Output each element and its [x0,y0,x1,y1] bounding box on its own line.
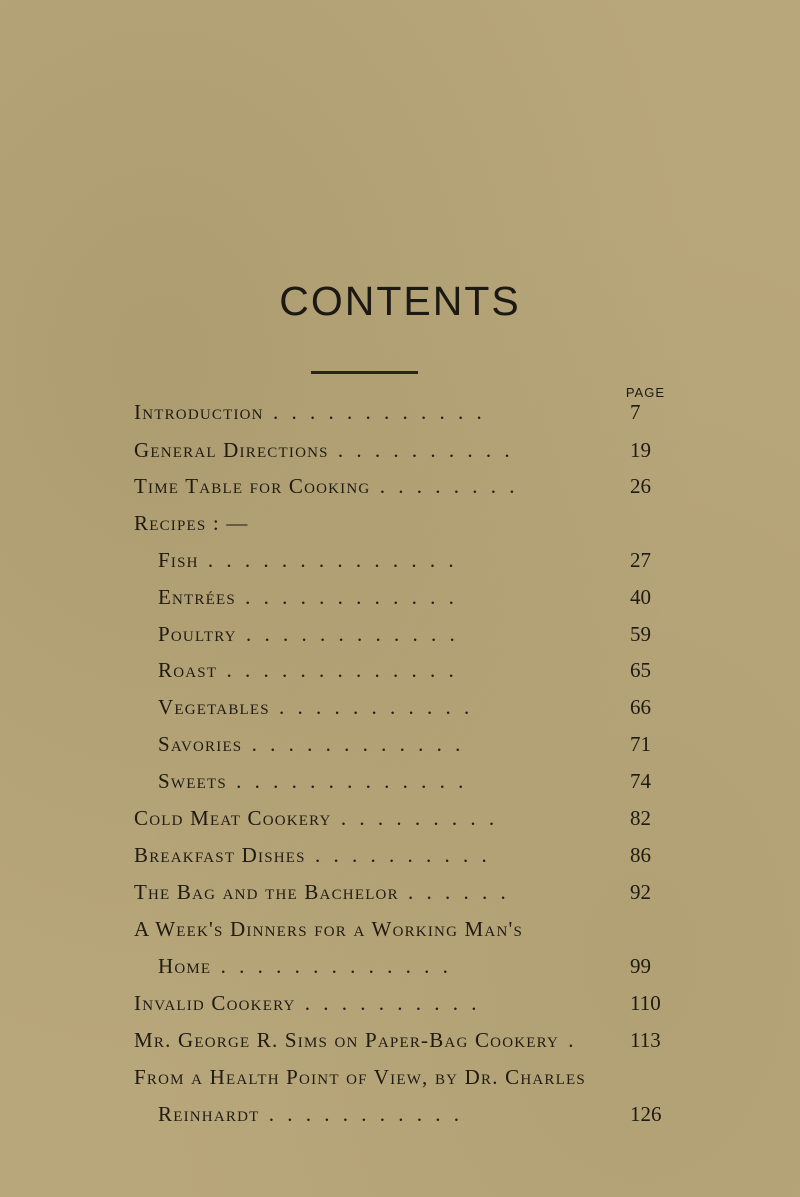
page-number: 26 [630,474,651,498]
page-number: 59 [630,622,651,646]
toc-entry-roast: Roast . . . . . . . . . . . . . 65 [158,655,674,685]
page-number: 27 [630,548,651,572]
page-number: 110 [630,991,661,1015]
page-number: 65 [630,658,651,682]
toc-entry-vegetables: Vegetables . . . . . . . . . . . 66 [158,692,674,722]
toc-entry-breakfast: Breakfast Dishes . . . . . . . . . . 86 [134,840,674,870]
toc-entry-weeks-dinners-cont: Home . . . . . . . . . . . . . 99 [158,951,674,981]
page-number: 82 [630,806,651,830]
page-number: 92 [630,880,651,904]
toc-entry-savories: Savories . . . . . . . . . . . . 71 [158,729,674,759]
toc-entry-health-point: From a Health Point of View, by Dr. Charles [134,1065,586,1089]
page-number: 40 [630,585,651,609]
toc-entry-george-sims: Mr. George R. Sims on Paper-Bag Cookery . 113 [134,1025,674,1055]
toc-entry-invalid-cookery: Invalid Cookery . . . . . . . . . . 110 [134,988,674,1018]
toc-entry-time-table: Time Table for Cooking . . . . . . . . 26 [134,471,674,501]
toc-entry-general-directions: General Directions . . . . . . . . . . 19 [134,435,674,465]
page-number: 19 [630,438,651,462]
page-number: 99 [630,954,651,978]
toc-entry-introduction: Introduction . . . . . . . . . . . . 7 [134,397,674,427]
page-number: 113 [630,1028,661,1052]
toc-entry-cold-meat: Cold Meat Cookery . . . . . . . . . 82 [134,803,674,833]
page-number: 126 [630,1102,662,1126]
page-number: 7 [630,400,641,424]
toc-entry-weeks-dinners: A Week's Dinners for a Working Man's [134,917,524,941]
toc-entry-bag-bachelor: The Bag and the Bachelor . . . . . . 92 [134,877,674,907]
page-column-label: PAGE [625,385,665,400]
toc-entry-fish: Fish . . . . . . . . . . . . . . 27 [158,545,674,575]
page-number: 66 [630,695,651,719]
toc-entry-sweets: Sweets . . . . . . . . . . . . . 74 [158,766,674,796]
page-number: 86 [630,843,651,867]
page-number: 74 [630,769,651,793]
toc-entry-entrees: Entrées . . . . . . . . . . . . 40 [158,582,674,612]
toc-entry-health-point-cont: Reinhardt . . . . . . . . . . . 126 [158,1099,674,1129]
toc-entry-poultry: Poultry . . . . . . . . . . . . 59 [158,619,674,649]
page-title: CONTENTS [279,278,521,324]
toc-section-recipes: Recipes : — [134,511,249,535]
page-number: 71 [630,732,651,756]
